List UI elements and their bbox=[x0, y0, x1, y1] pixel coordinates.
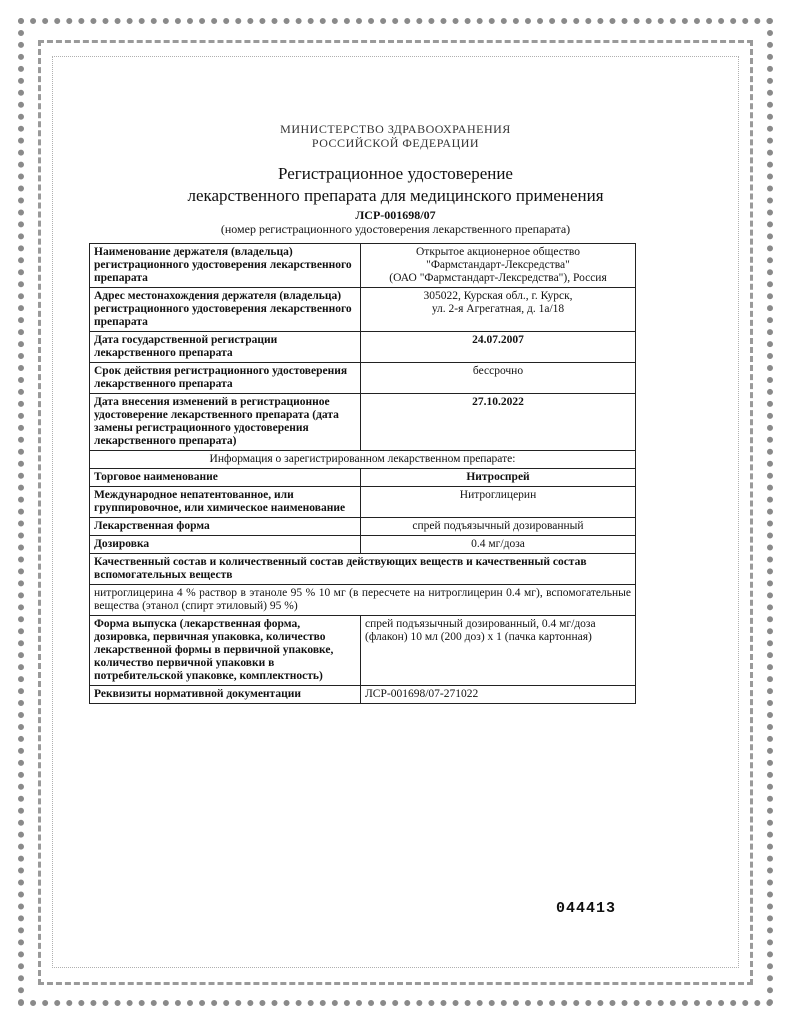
dosage-form-value: спрей подъязычный дозированный bbox=[361, 518, 636, 536]
registration-date-text: 24.07.2007 bbox=[472, 334, 524, 346]
holder-value-line-3: (ОАО "Фармстандарт-Лексредства"), Россия bbox=[389, 272, 607, 284]
table-row bbox=[90, 288, 636, 332]
table-row bbox=[90, 616, 636, 686]
changes-date-value bbox=[361, 394, 636, 451]
release-form-label: Форма выпуска (лекарственная форма, дозировка, первичная упаковка, количество лекарственной формы в первичной упаковке, количество первичной упаковки в потребительской упаковке, комплектность) bbox=[90, 616, 361, 686]
changes-date-label: Дата внесения изменений в регистрационное удостоверение лекарственного препарата (дата замены регистрационного удостоверения лекарственного препарата) bbox=[90, 394, 361, 451]
holder-value bbox=[361, 244, 636, 288]
table-row bbox=[90, 451, 636, 469]
validity-label: Срок действия регистрационного удостоверения лекарственного препарата bbox=[90, 363, 361, 394]
holder-label: Наименование держателя (владельца) регистрационного удостоверения лекарственного препарата bbox=[90, 244, 361, 288]
normative-doc-value: ЛСР-001698/07-271022 bbox=[361, 686, 636, 704]
trade-name-text: Нитроспрей bbox=[466, 471, 530, 483]
registration-number: ЛСР-001698/07 bbox=[355, 208, 436, 222]
composition-label: Качественный состав и количественный состав действующих веществ и качественный состав вспомогательных веществ bbox=[90, 554, 636, 585]
table-row bbox=[90, 487, 636, 518]
table-row bbox=[90, 536, 636, 554]
dosage-label: Дозировка bbox=[90, 536, 361, 554]
registration-table bbox=[89, 243, 636, 704]
table-row bbox=[90, 518, 636, 536]
registration-date-value bbox=[361, 332, 636, 363]
dosage-form-label: Лекарственная форма bbox=[90, 518, 361, 536]
trade-name-value bbox=[361, 469, 636, 487]
table-row bbox=[90, 585, 636, 616]
table-row bbox=[90, 363, 636, 394]
address-value-line-1: 305022, Курская обл., г. Курск, bbox=[423, 290, 573, 302]
table-row bbox=[90, 554, 636, 585]
info-section-heading: Информация о зарегистрированном лекарственном препарате: bbox=[90, 451, 636, 469]
ministry-line-2: РОССИЙСКОЙ ФЕДЕРАЦИИ bbox=[311, 136, 480, 150]
table-row bbox=[90, 394, 636, 451]
ministry-line-1: МИНИСТЕРСТВО ЗДРАВООХРАНЕНИЯ bbox=[280, 122, 511, 136]
trade-name-label: Торговое наименование bbox=[90, 469, 361, 487]
inn-label: Международное непатентованное, или группировочное, или химическое наименование bbox=[90, 487, 361, 518]
inn-value: Нитроглицерин bbox=[361, 487, 636, 518]
serial-number: 044413 bbox=[556, 900, 617, 917]
dosage-value: 0.4 мг/доза bbox=[361, 536, 636, 554]
holder-value-line-2: "Фармстандарт-Лексредства" bbox=[426, 259, 570, 271]
validity-value: бессрочно bbox=[361, 363, 636, 394]
table-row bbox=[90, 686, 636, 704]
table-row bbox=[90, 469, 636, 487]
composition-value: нитроглицерина 4 % раствор в этаноле 95 % 10 мг (в пересчете на нитроглицерин 0.4 мг), вспомогательные вещества (этанол (спирт этиловый) 95 %) bbox=[90, 585, 636, 616]
address-value bbox=[361, 288, 636, 332]
registration-number-note: (номер регистрационного удостоверения лекарственного препарата) bbox=[220, 222, 571, 236]
holder-value-line-1: Открытое акционерное общество bbox=[416, 246, 580, 258]
ministry-heading bbox=[0, 122, 791, 150]
certificate-title-line-2: лекарственного препарата для медицинского применения bbox=[187, 186, 604, 205]
certificate-title-line-1: Регистрационное удостоверение bbox=[278, 164, 513, 183]
table-row bbox=[90, 244, 636, 288]
release-form-value: спрей подъязычный дозированный, 0.4 мг/доза (флакон) 10 мл (200 доз) x 1 (пачка картонная) bbox=[361, 616, 636, 686]
registration-date-label: Дата государственной регистрации лекарственного препарата bbox=[90, 332, 361, 363]
address-value-line-2: ул. 2-я Агрегатная, д. 1а/18 bbox=[431, 303, 565, 315]
normative-doc-label: Реквизиты нормативной документации bbox=[90, 686, 361, 704]
changes-date-text: 27.10.2022 bbox=[472, 396, 524, 408]
address-label: Адрес местонахождения держателя (владельца) регистрационного удостоверения лекарственного препарата bbox=[90, 288, 361, 332]
table-row bbox=[90, 332, 636, 363]
